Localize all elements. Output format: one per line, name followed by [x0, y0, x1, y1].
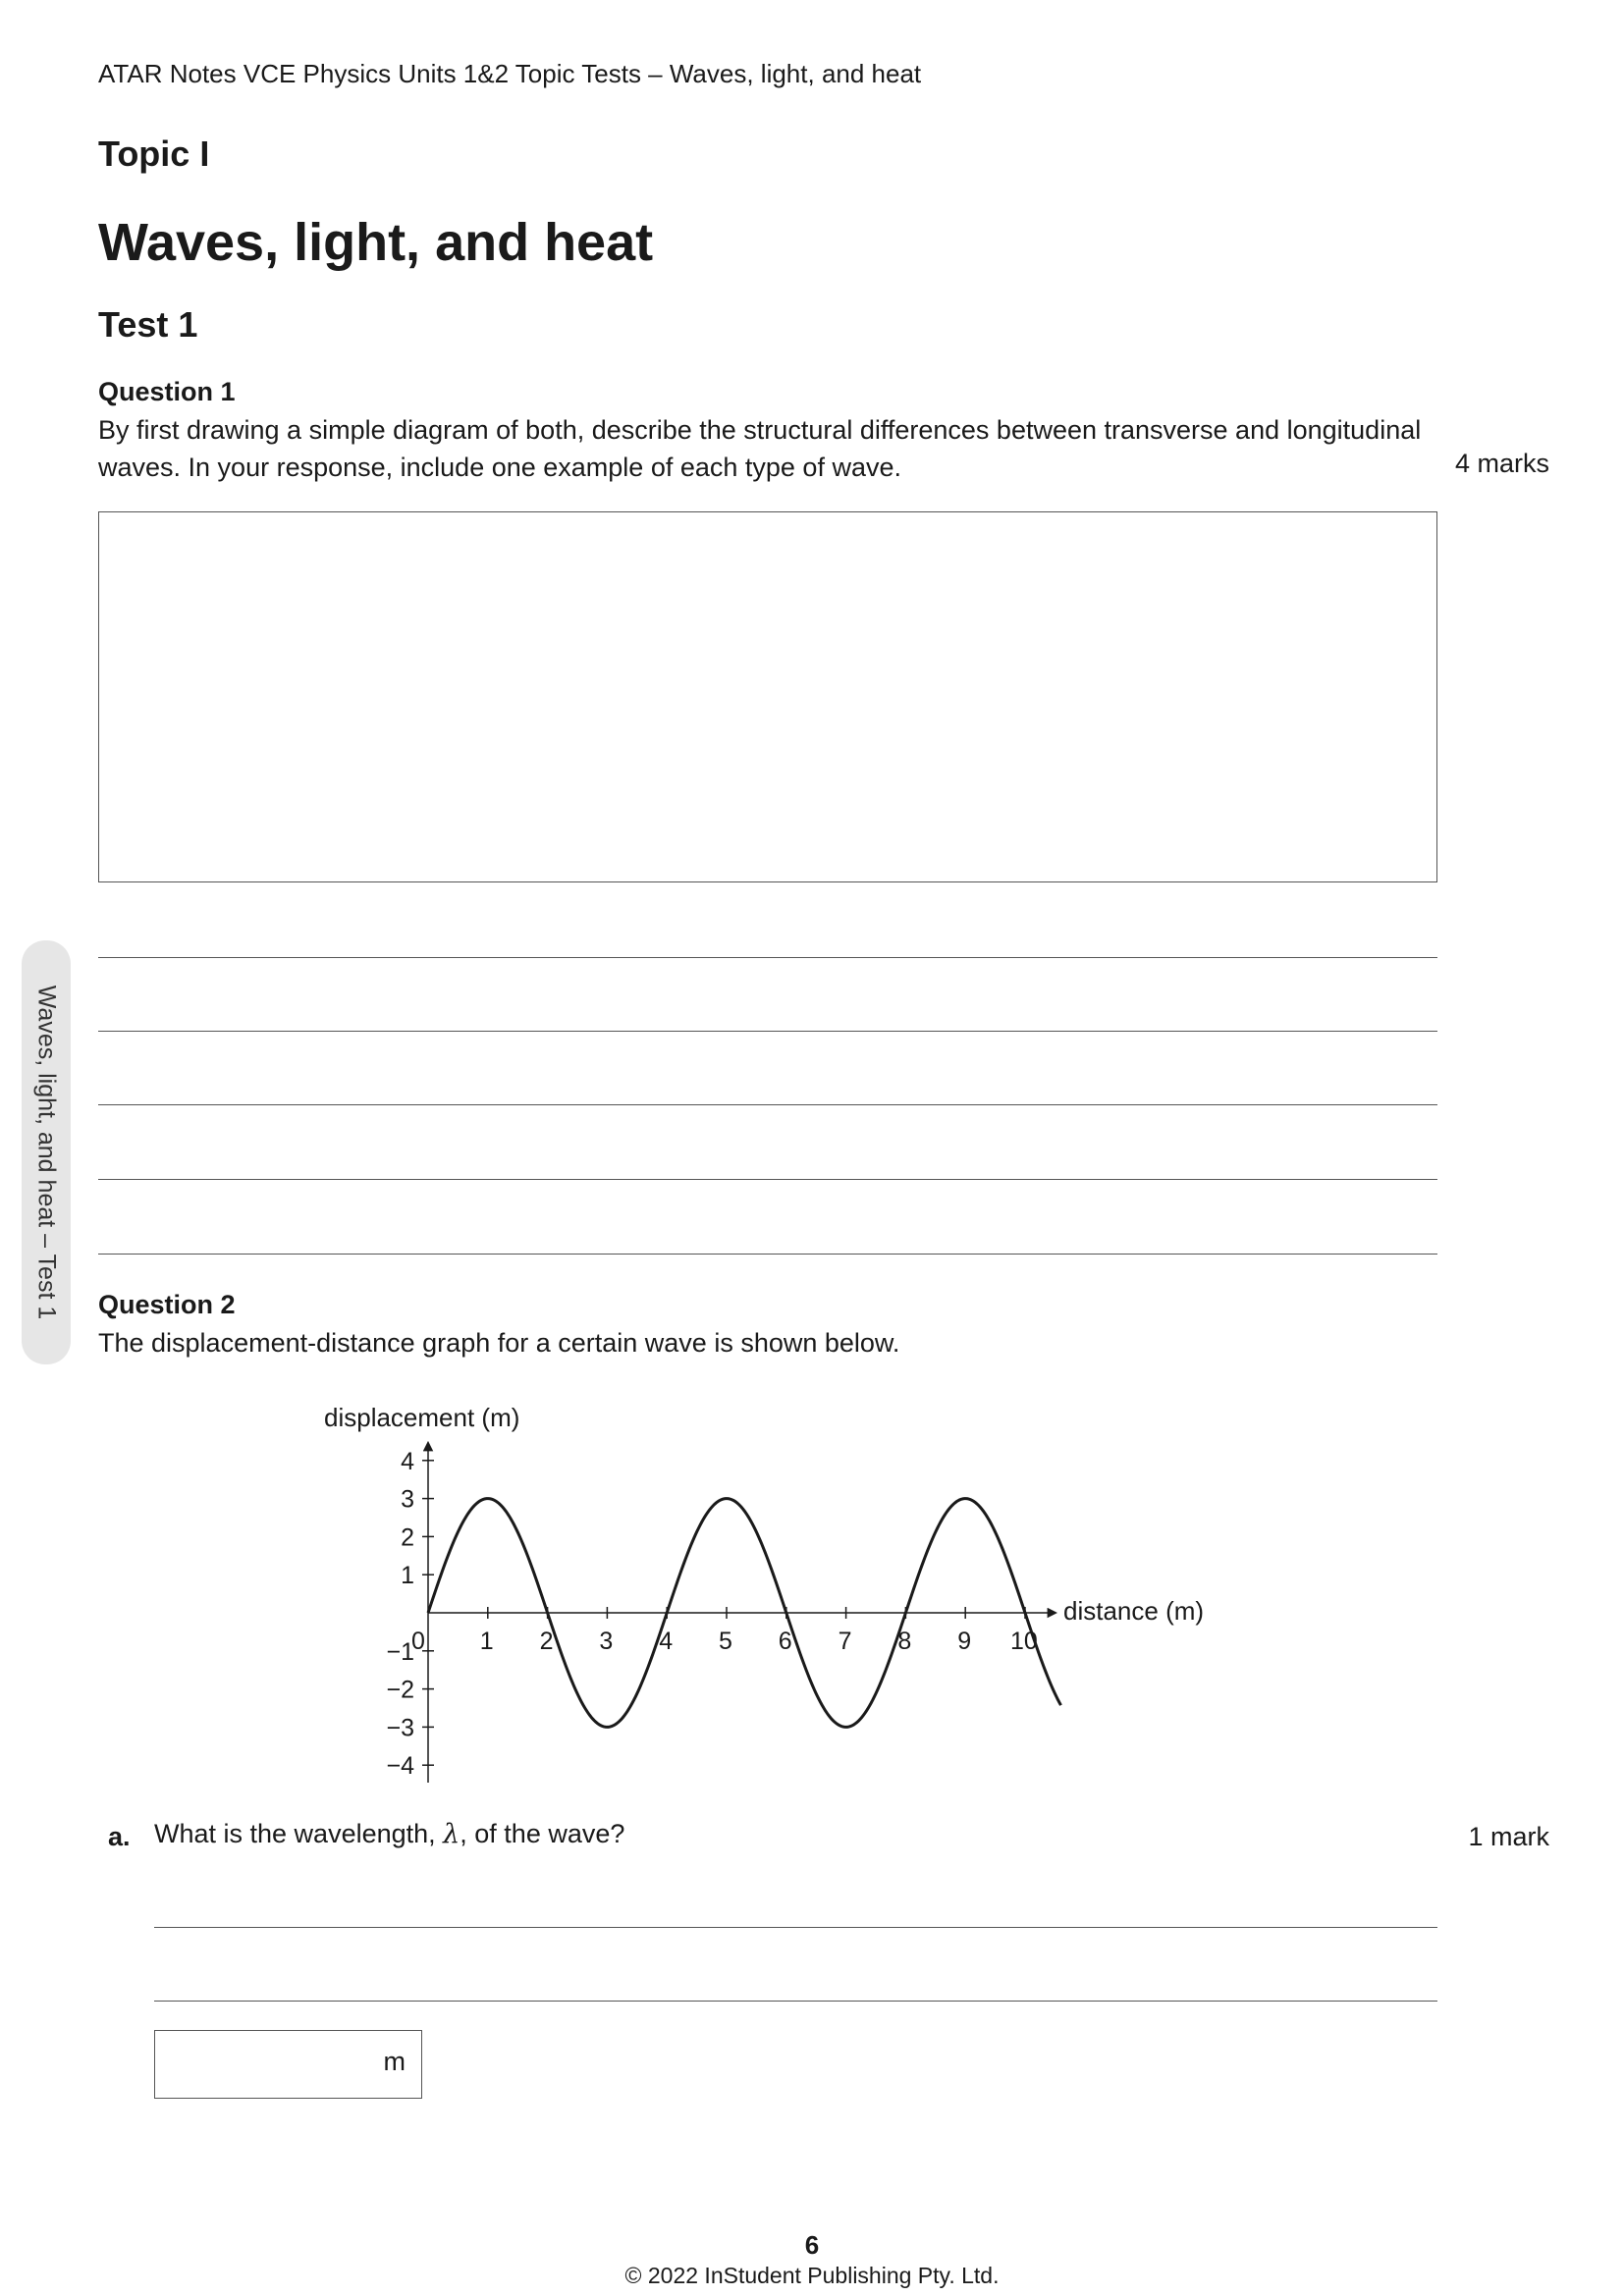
y-tick-label: −4: [386, 1752, 414, 1781]
test-title: Test 1: [98, 304, 198, 345]
x-tick-label: 1: [479, 1628, 494, 1655]
x-axis-label: distance (m): [1063, 1596, 1205, 1626]
y-tick-label: −2: [386, 1676, 414, 1704]
side-tab-label: Waves, light, and heat – Test 1: [32, 985, 61, 1320]
y-tick-label: 3: [401, 1485, 414, 1514]
question-1-heading: Question 1: [98, 377, 236, 406]
question-1-text-line-2: waves. In your response, include one example of each type of wave.: [98, 453, 901, 482]
y-tick-label: −1: [386, 1637, 414, 1666]
question-1-text-line-1: By first drawing a simple diagram of both, describe the structural differences between transverse and longitudinal: [98, 415, 1422, 445]
x-tick-label: 5: [719, 1628, 732, 1655]
part-a-answer-line[interactable]: [154, 2001, 1437, 2002]
x-tick-label: 3: [599, 1628, 614, 1655]
lambda-symbol: λ: [443, 1819, 460, 1849]
copyright: © 2022 InStudent Publishing Pty. Ltd.: [624, 2263, 1000, 2288]
y-tick-label: 2: [401, 1523, 414, 1552]
y-tick-label: 4: [401, 1447, 414, 1475]
part-a-text-after: , of the wave?: [460, 1819, 625, 1848]
x-tick-label: 6: [778, 1628, 792, 1655]
part-a-answer-line[interactable]: [154, 1927, 1437, 1928]
part-a-label: a.: [108, 1822, 131, 1851]
topic-label: Topic I: [98, 133, 210, 174]
part-a-answer-box[interactable]: [154, 2030, 422, 2099]
x-tick-label: 2: [539, 1628, 554, 1655]
part-a-text-before: What is the wavelength,: [154, 1819, 444, 1848]
x-tick-label: 9: [957, 1628, 972, 1655]
y-tick-label: 1: [401, 1562, 414, 1590]
question-1-marks: 4 marks: [1454, 449, 1549, 478]
part-a-marks: 1 mark: [1468, 1822, 1549, 1851]
question-2-intro: The displacement-distance graph for a certain wave is shown below.: [98, 1328, 900, 1358]
x-tick-label: 0: [411, 1628, 425, 1655]
question-2-heading: Question 2: [98, 1290, 236, 1319]
y-tick-label: −3: [386, 1714, 414, 1742]
answer-unit: m: [383, 2047, 406, 2076]
x-tick-label: 10: [1010, 1628, 1038, 1655]
x-tick-label: 4: [659, 1628, 674, 1655]
page-number: 6: [804, 2230, 820, 2260]
running-header: ATAR Notes VCE Physics Units 1&2 Topic Tests – Waves, light, and heat: [98, 59, 922, 88]
page-title: Waves, light, and heat: [98, 213, 654, 272]
x-tick-label: 8: [897, 1628, 912, 1655]
x-tick-label: 7: [838, 1628, 852, 1655]
part-a-question: [154, 1815, 624, 1853]
y-axis-label: displacement (m): [324, 1403, 520, 1432]
